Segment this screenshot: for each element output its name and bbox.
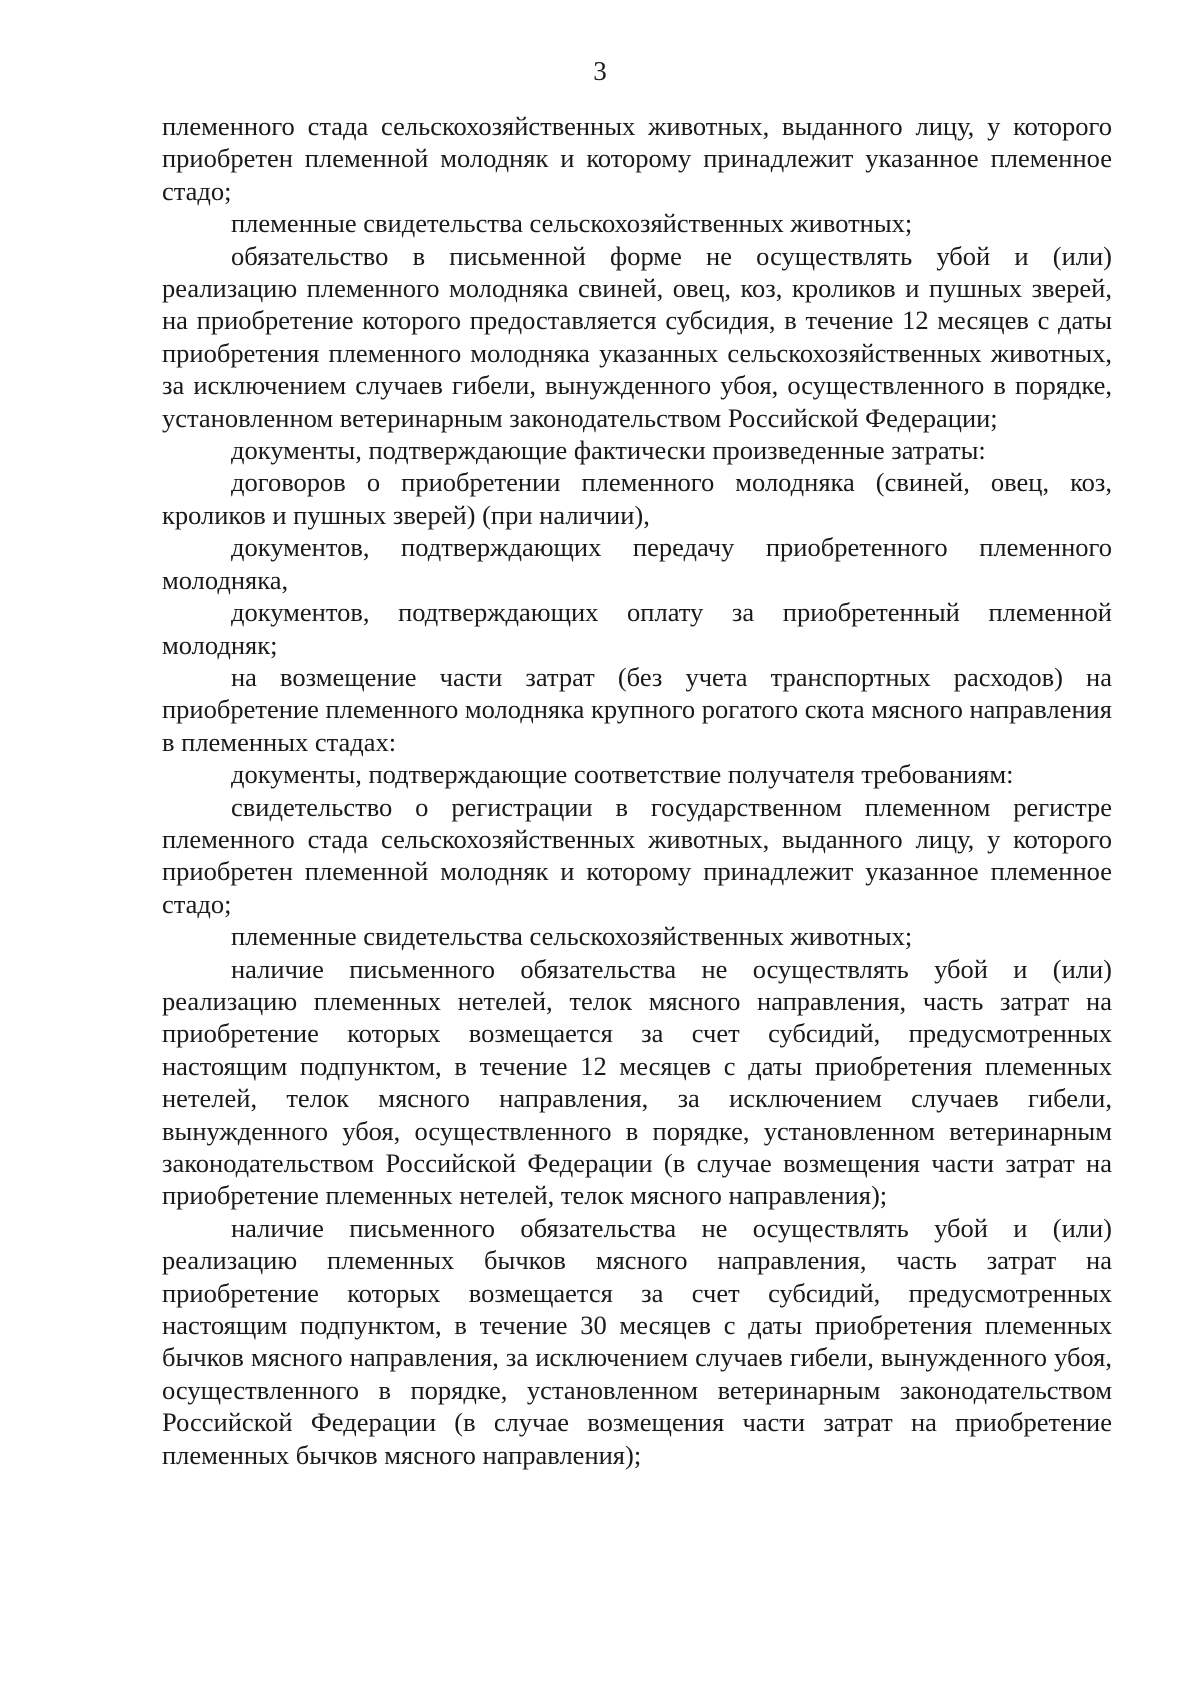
paragraph: племенного стада сельскохозяйственных животных, выданного лицу, у которого приобретен племенной молодняк и которому принадлежит указанное племенное стадо; xyxy=(162,111,1112,206)
paragraph: документы, подтверждающие соответствие получателя требованиям: xyxy=(231,759,1014,790)
paragraph: наличие письменного обязательства не осуществлять убой и (или) реализацию племенных бычков мясного направления, часть затрат на приобретение которых возмещается за счет субсидий, предусмотренных настоящим подпунктом, в течение 30 месяцев с даты приобретения племенных бычков мясного направления, за исключением случаев гибели, вынужденного убоя, осуществленного в порядке, установленном ветеринарным законодательством Российской Федерации (в случае возмещения части затрат на приобретение племенных бычков мясного направления); xyxy=(162,1212,1112,1470)
page-number: 3 xyxy=(593,56,607,86)
paragraph: документы, подтверждающие фактически произведенные затраты: xyxy=(231,435,986,466)
paragraph: обязательство в письменной форме не осуществлять убой и (или) реализацию племенного молодняка свиней, овец, коз, кроликов и пушных зверей, на приобретение которого предоставляется субсидия, в течение 12 месяцев с даты приобретения племенного молодняка указанных сельскохозяйственных животных, за исключением случаев гибели, вынужденного убоя, осуществленного в порядке, установленном ветеринарным законодательством Российской Федерации; xyxy=(162,240,1112,433)
paragraph: наличие письменного обязательства не осуществлять убой и (или) реализацию племенных нетелей, телок мясного направления, часть затрат на приобретение которых возмещается за счет субсидий, предусмотренных настоящим подпунктом, в течение 12 месяцев с даты приобретения племенных нетелей, телок мясного направления, за исключением случаев гибели, вынужденного убоя, осуществленного в порядке, установленном ветеринарным законодательством Российской Федерации (в случае возмещения части затрат на приобретение племенных нетелей, телок мясного направления); xyxy=(162,953,1112,1211)
paragraph: племенные свидетельства сельскохозяйственных животных; xyxy=(231,921,913,952)
paragraph: документов, подтверждающих передачу приобретенного племенного молодняка, xyxy=(162,532,1112,595)
paragraph: свидетельство о регистрации в государственном племенном регистре племенного стада сельскохозяйственных животных, выданного лицу, у которого приобретен племенной молодняк и которому принадлежит указанное племенное стадо; xyxy=(162,791,1112,919)
paragraph: на возмещение части затрат (без учета транспортных расходов) на приобретение племенного молодняка крупного рогатого скота мясного направления в племенных стадах: xyxy=(162,661,1112,757)
paragraph: племенные свидетельства сельскохозяйственных животных; xyxy=(231,208,913,239)
paragraph: документов, подтверждающих оплату за приобретенный племенной молодняк; xyxy=(162,597,1112,660)
paragraph: договоров о приобретении племенного молодняка (свиней, овец, коз, кроликов и пушных зверей) (при наличии), xyxy=(162,467,1112,530)
document-body xyxy=(162,110,1112,1471)
